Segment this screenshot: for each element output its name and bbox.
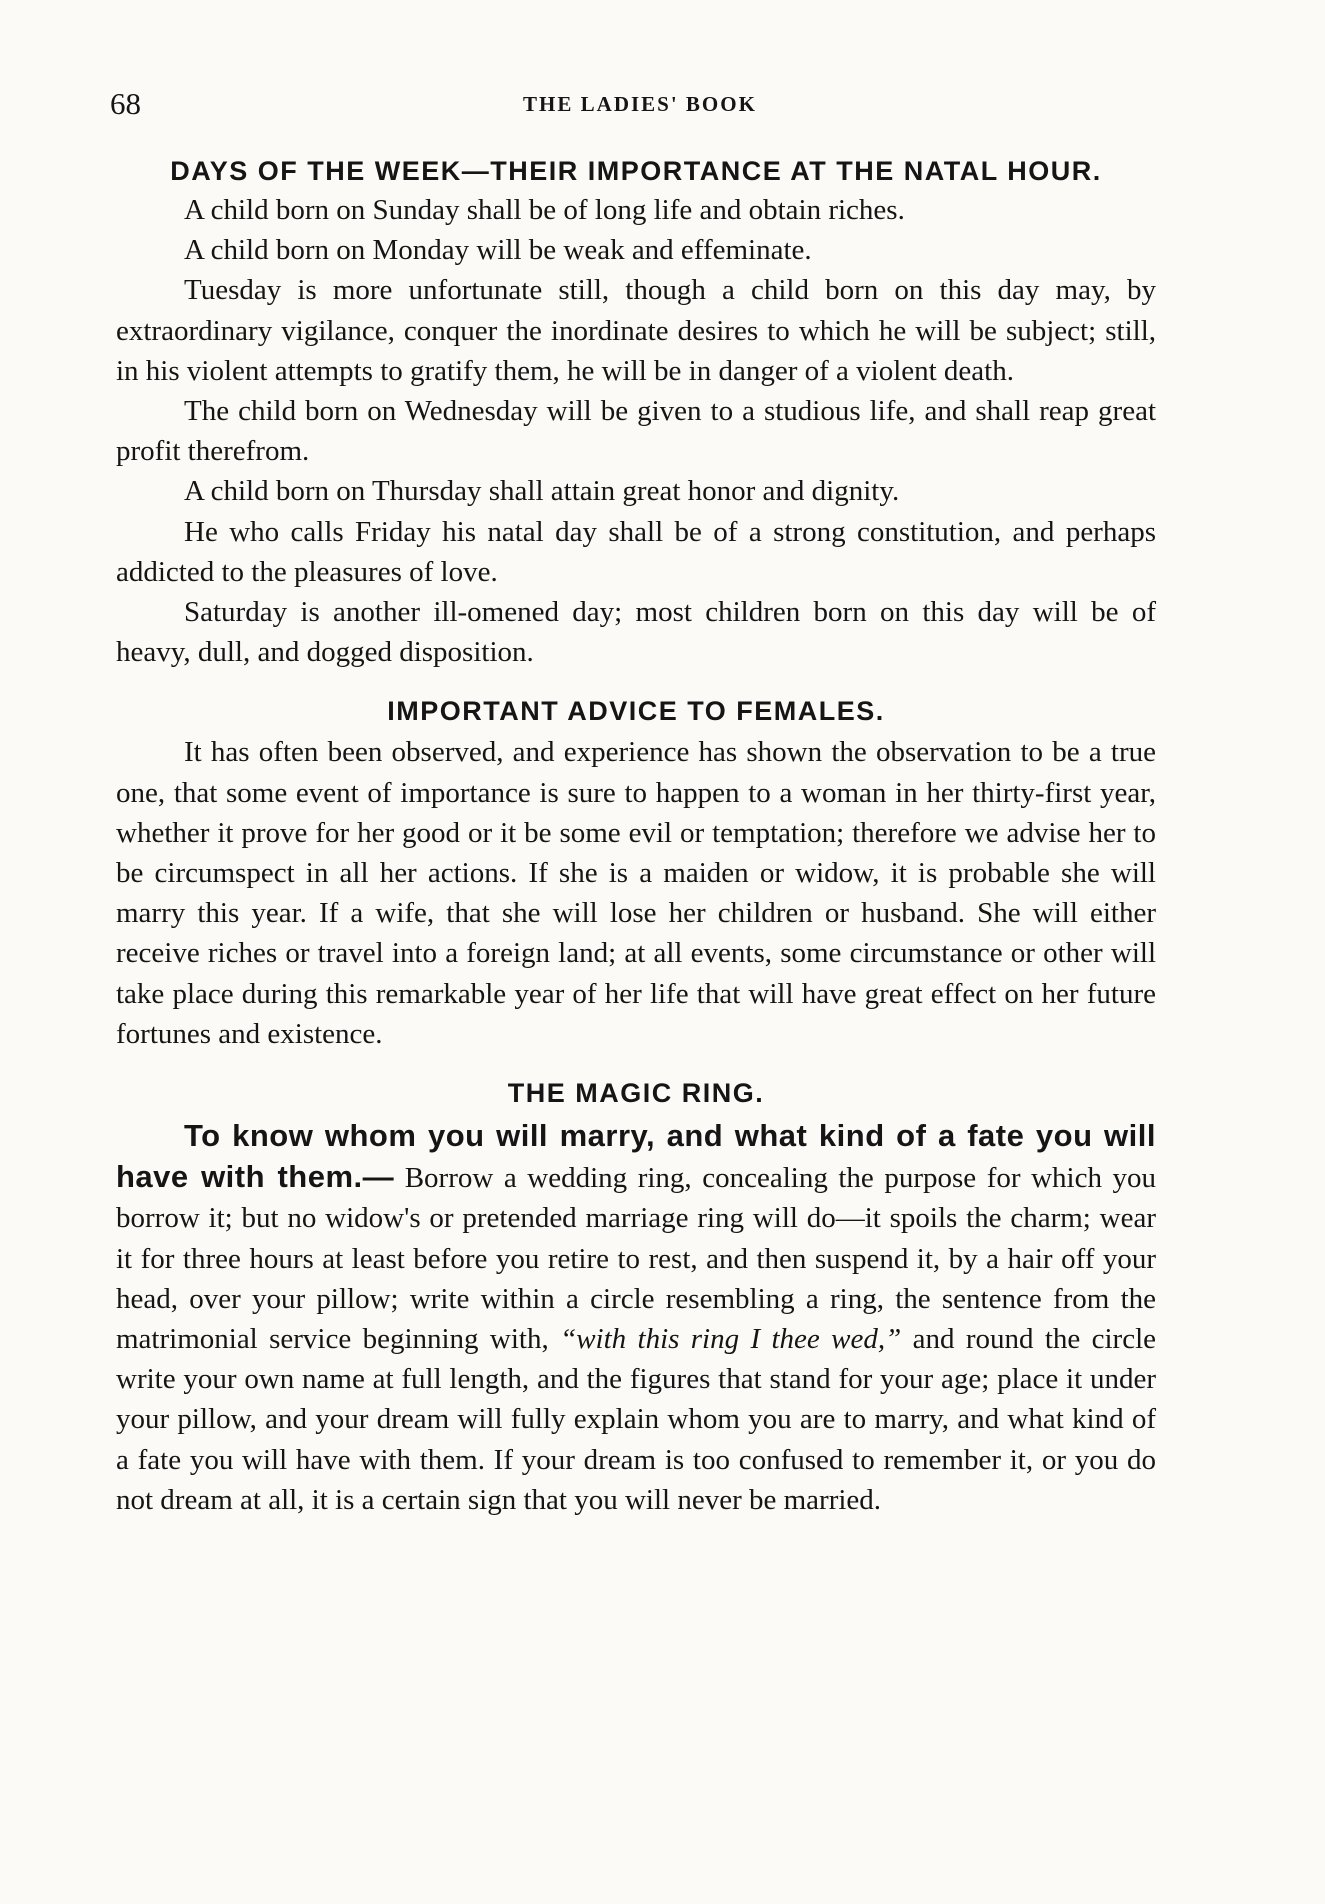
paragraph: The child born on Wednesday will be given to a studious life, and shall reap great profit therefrom.: [116, 395, 1156, 468]
paragraph: He who calls Friday his natal day shall be of a strong constitution, and perhaps addicted to the pleasures of love.: [116, 515, 1156, 588]
running-head: [110, 86, 1170, 126]
paragraph: Tuesday is more unfortunate still, though a child born on this day may, by extraordinary vigilance, conquer the inordinate desires to which he will be subject; still, in his violent attempts to gratify them, he will be in danger of a violent death.: [116, 274, 1156, 387]
paragraph: A child born on Monday will be weak and effeminate.: [184, 234, 812, 267]
page-body: [116, 154, 1156, 1520]
paragraph-lead-in: To know whom you will marry, and what kind of a fate you will have with them.—: [116, 1118, 1156, 1195]
section-days-of-the-week: [116, 154, 1156, 672]
section-heading: DAYS OF THE WEEK—THEIR IMPORTANCE AT THE NATAL HOUR.: [170, 156, 1102, 186]
quoted-phrase: “with this ring I thee wed,”: [560, 1323, 902, 1356]
section-magic-ring: [116, 1076, 1156, 1520]
paragraph: A child born on Sunday shall be of long life and obtain riches.: [184, 194, 905, 226]
page-number: 68: [110, 86, 141, 121]
section-advice-to-females: [116, 694, 1156, 1054]
paragraph: [116, 1116, 1156, 1520]
paragraph: Saturday is another ill-omened day; most children born on this day will be of heavy, dull, and dogged disposition.: [116, 596, 1156, 669]
section-heading: THE MAGIC RING.: [507, 1078, 765, 1109]
paragraph-text: and round the circle write your own name at full length, and the figures that stand for your age; place it under your pillow, and your dream will fully explain whom you are to marry, and what kind of a fate you will have with them. If your dream is too confused to remember it, or you do not dream at all, it is a certain sign that you will never be married.: [116, 1323, 1156, 1516]
book-title: THE LADIES' BOOK: [523, 92, 757, 116]
section-heading: IMPORTANT ADVICE TO FEMALES.: [387, 696, 885, 727]
paragraph: It has often been observed, and experience has shown the observation to be a true one, that some event of importance is sure to happen to a woman in her thirty-first year, whether it prove for her good or it be some evil or temptation; therefore we advise her to be circumspect in all her actions. If she is a maiden or widow, it is probable she will marry this year. If a wife, that she will lose her children or husband. She will either receive riches or travel into a foreign land; at all events, some circumstance or other will take place during this remarkable year of her life that will have great effect on her future fortunes and existence.: [116, 736, 1156, 1050]
paragraph: A child born on Thursday shall attain great honor and dignity.: [184, 475, 900, 508]
paragraph-text: Borrow a wedding ring, concealing the purpose for which you borrow it; but no widow's or pretended marriage ring will do—it spoils the charm; wear it for three hours at least before you retire to rest, and then suspend it, by a hair off your head, over your pillow; write within a circle resembling a ring, the sentence from the matrimonial service beginning with,: [116, 1162, 1157, 1356]
